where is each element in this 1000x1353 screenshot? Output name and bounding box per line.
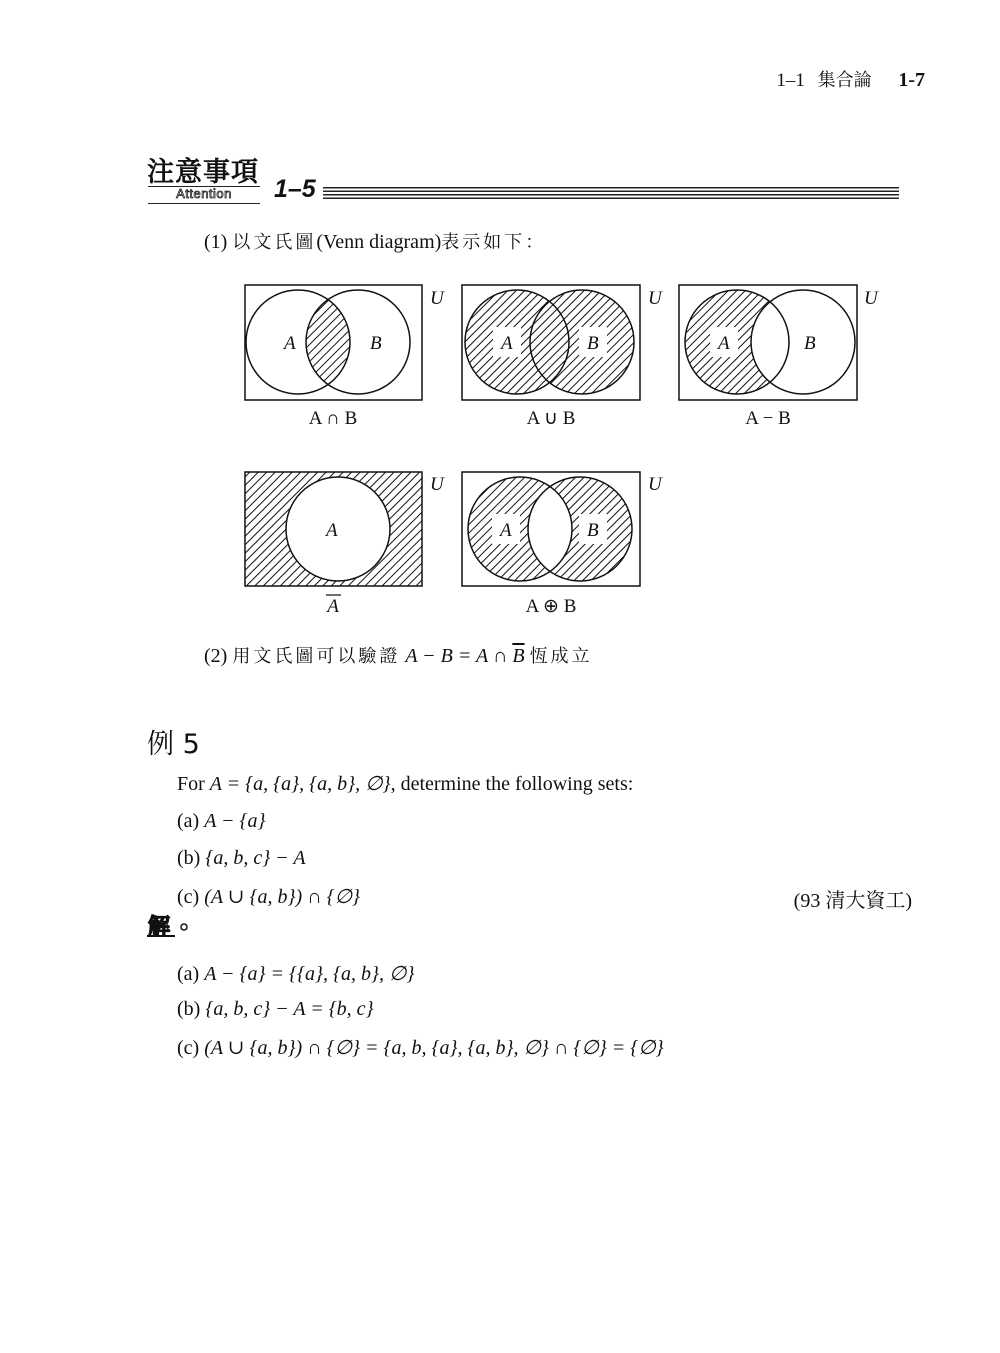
part-expression: A − {a} xyxy=(204,810,266,832)
solution-badge-icon xyxy=(147,912,191,942)
answer-label: (a) xyxy=(177,963,200,985)
header-section-number: 1–1 xyxy=(776,70,805,91)
example-statement-set: A = {a, {a}, {a, b}, ∅} xyxy=(209,773,391,795)
venn-1-universe: U xyxy=(430,288,444,309)
example-part-c xyxy=(177,884,360,909)
venn-diagrams xyxy=(0,0,1000,640)
answer-label: (b) xyxy=(177,998,201,1020)
answer-label: (c) xyxy=(177,1037,200,1059)
venn-1-label-a: A xyxy=(284,333,296,354)
note-1-number: (1) xyxy=(204,231,228,253)
attention-title: 注意事項 xyxy=(147,157,259,188)
example-statement-suffix: , determine the following sets: xyxy=(390,773,634,795)
venn-4-universe: U xyxy=(430,474,444,495)
part-label: (b) xyxy=(177,847,201,869)
venn-1-caption: A ∩ B xyxy=(308,408,358,429)
note-2-text-a: 用文氏圖可以驗證 xyxy=(232,646,401,667)
venn-3-label-a: A xyxy=(718,333,730,354)
note-2-text-b: 恆成立 xyxy=(529,646,593,667)
answer-expression: (A ∪ {a, b}) ∩ {∅} = {a, b, {a}, {a, b}, ∅} ∩ {∅} = {∅} xyxy=(204,1037,664,1059)
solution-answer-c xyxy=(177,1035,664,1060)
example-title: 例 5 xyxy=(147,729,200,760)
venn-3-caption: A − B xyxy=(745,408,791,429)
header-page-number: 1-7 xyxy=(898,69,925,91)
venn-5-label-a: A xyxy=(500,520,512,541)
venn-2-label-a: A xyxy=(501,333,513,354)
solution-badge-text: 解 xyxy=(148,915,171,940)
note-2 xyxy=(204,642,593,668)
venn-intersection xyxy=(245,285,445,429)
attention-number: 1–5 xyxy=(274,175,316,203)
header-chapter-title: 集合論 xyxy=(817,70,872,91)
example-statement xyxy=(177,771,633,796)
part-label: (a) xyxy=(177,810,200,832)
venn-union xyxy=(462,285,663,429)
venn-4-caption: A xyxy=(327,596,339,617)
example-part-a xyxy=(177,810,266,833)
example-statement-prefix: For xyxy=(177,773,210,795)
note-2-number: (2) xyxy=(204,645,228,667)
part-expression: {a, b, c} − A xyxy=(205,847,306,869)
example-source xyxy=(794,884,912,913)
part-label: (c) xyxy=(177,886,200,908)
venn-complement xyxy=(245,472,445,617)
example-source-text: (93 清大資工) xyxy=(793,890,912,912)
attention-subtitle: Attention xyxy=(148,186,260,204)
answer-expression: {a, b, c} − A = {b, c} xyxy=(205,998,374,1020)
part-expression: (A ∪ {a, b}) ∩ {∅} xyxy=(204,886,360,908)
solution-answer-b xyxy=(177,998,374,1021)
solution-answer-a xyxy=(177,961,414,986)
venn-difference xyxy=(679,285,879,429)
note-1-text-b: (Venn diagram) xyxy=(316,231,442,253)
venn-5-label-b: B xyxy=(587,520,599,541)
venn-symmetric-difference xyxy=(462,472,663,617)
venn-2-universe: U xyxy=(648,288,662,309)
note-1-text-a: 以文氏圖 xyxy=(232,232,317,253)
note-2-expression-complement: $\overline{B}$ xyxy=(512,645,525,667)
answer-expression: A − {a} = {{a}, {a, b}, ∅} xyxy=(204,963,415,985)
venn-2-caption: A ∪ B xyxy=(526,408,576,429)
venn-5-caption: A ⊕ B xyxy=(525,596,577,617)
venn-4-label-a: A xyxy=(326,520,338,541)
note-2-expression: A − B = A ∩ xyxy=(405,645,513,667)
note-1-text-c: 表示如下： xyxy=(441,232,547,253)
venn-3-universe: U xyxy=(864,288,878,309)
venn-2-label-b: B xyxy=(587,333,599,354)
venn-3-label-b: B xyxy=(804,333,816,354)
venn-5-universe: U xyxy=(648,474,662,495)
venn-1-label-b: B xyxy=(370,333,382,354)
example-part-b xyxy=(177,847,306,870)
